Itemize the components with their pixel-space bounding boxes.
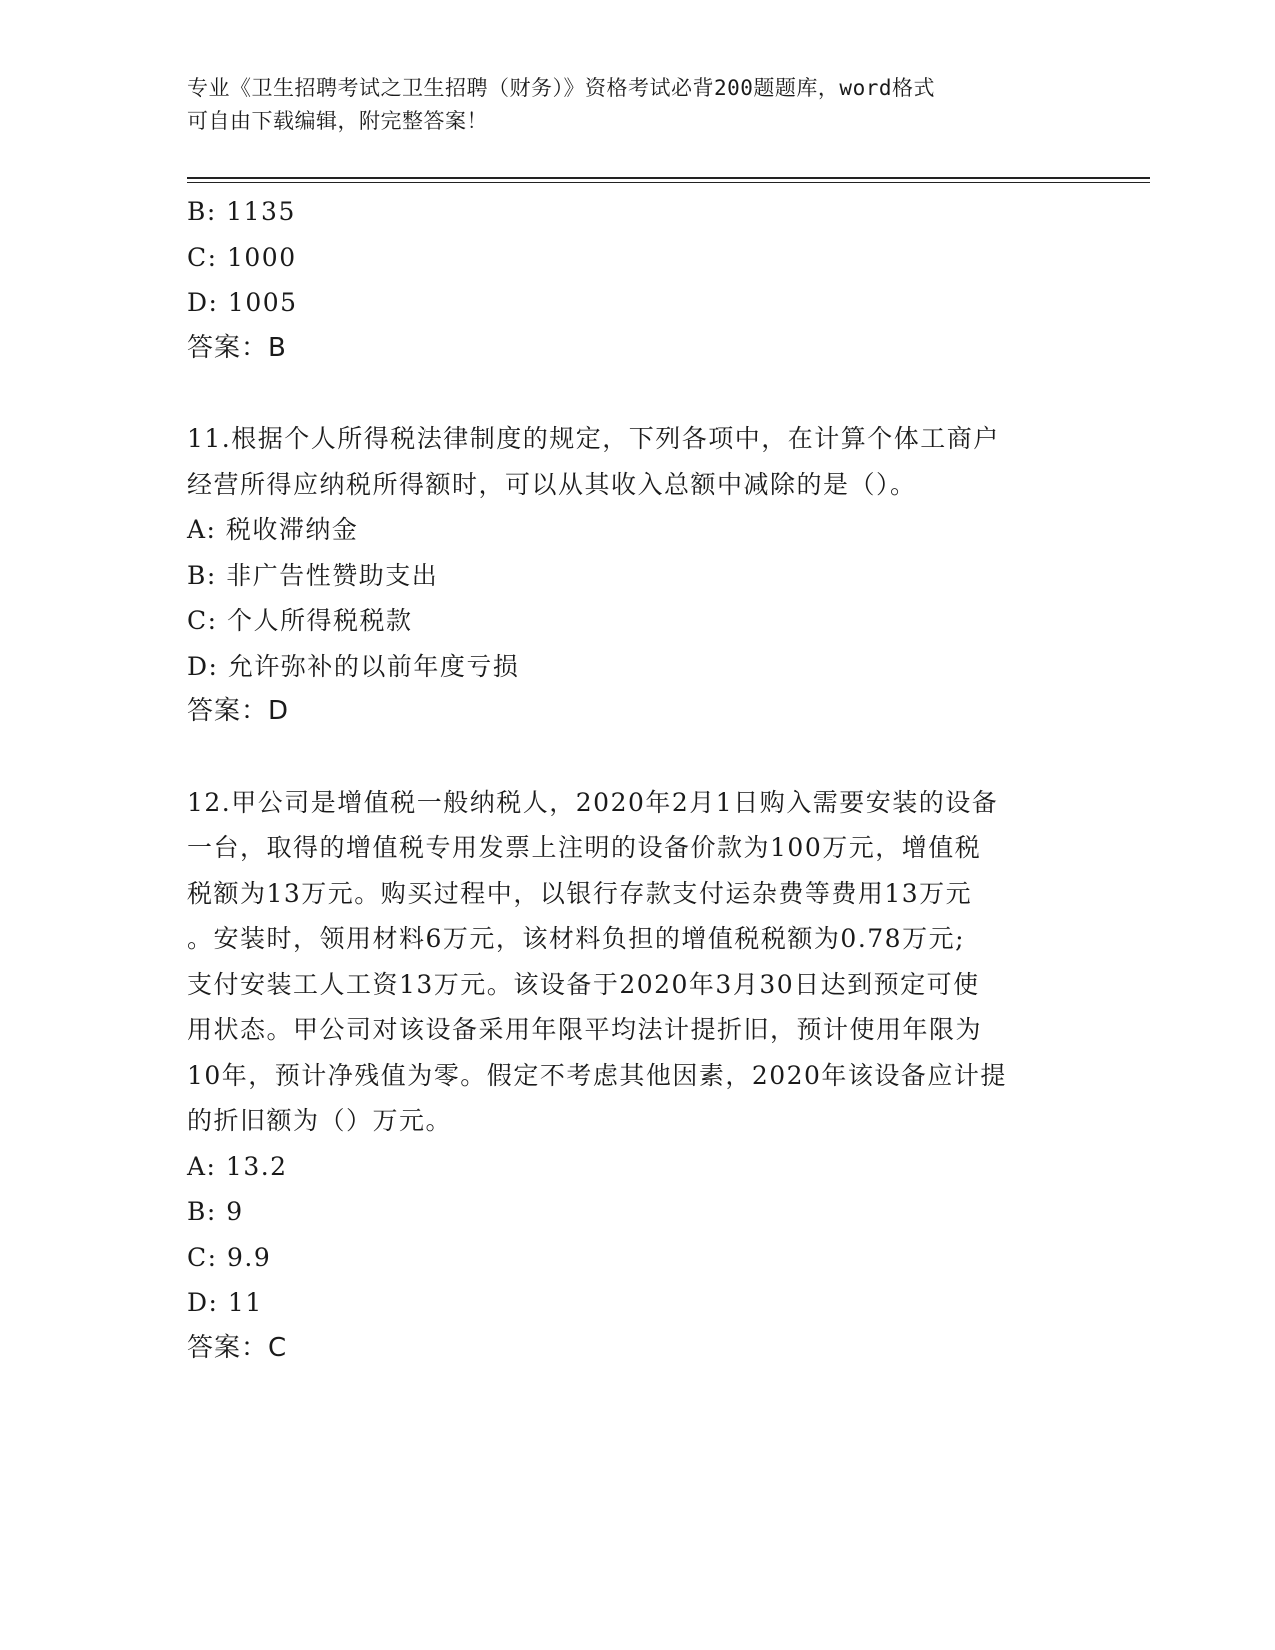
option-a: A: 13.2 [187, 1151, 288, 1181]
option-c: C: 个人所得税税款 [187, 606, 413, 635]
answer-line: 答案：C [187, 1332, 288, 1363]
header-line-2: 可自由下载编辑，附完整答案！ [187, 109, 488, 133]
question-text-line: 支付安装工人工资13万元。该设备于2020年3月30日达到预定可使 [187, 969, 980, 999]
option-c: C: 9.9 [187, 1242, 272, 1272]
option-d: D: 1005 [187, 288, 298, 317]
answer-line: 答案：B [187, 332, 287, 363]
answer-line: 答案：D [187, 696, 290, 726]
question-11 [187, 416, 1087, 735]
option-b: B: 9 [187, 1197, 244, 1226]
question-text-line: 10年，预计净残值为零。假定不考虑其他因素，2020年该设备应计提 [187, 1060, 1007, 1090]
spacer [187, 735, 1087, 780]
spacer [187, 371, 1087, 416]
option-d: D: 允许弥补的以前年度亏损 [187, 651, 520, 681]
question-text-line: 11.根据个人所得税法律制度的规定，下列各项中，在计算个体工商户 [187, 424, 1000, 453]
option-b: B: 1135 [187, 197, 296, 226]
document-body [187, 189, 1087, 1371]
question-text-line: 一台，取得的增值税专用发票上注明的设备价款为100万元，增值税 [187, 833, 982, 862]
question-text-line: 税额为13万元。购买过程中，以银行存款支付运杂费等费用13万元 [187, 878, 973, 908]
header-divider-thick [187, 177, 1150, 179]
option-c: C: 1000 [187, 242, 297, 272]
option-a: A: 税收滞纳金 [187, 515, 359, 544]
question-text-line: 用状态。甲公司对该设备采用年限平均法计提折旧，预计使用年限为 [187, 1015, 983, 1044]
header-line-1: 专业《卫生招聘考试之卫生招聘（财务）》资格考试必背200题题库，word格式 [187, 76, 935, 100]
header-divider-thin [187, 182, 1150, 183]
option-b: B: 非广告性赞助支出 [187, 560, 439, 590]
document-header [187, 72, 1087, 138]
question-text-line: 经营所得应纳税所得额时，可以从其收入总额中减除的是（）。 [187, 469, 917, 499]
question-text-line: 的折旧额为（）万元。 [187, 1106, 453, 1135]
question-text-line: 。安装时，领用材料6万元，该材料负担的增值税税额为0.78万元; [187, 924, 965, 953]
option-d: D: 11 [187, 1288, 263, 1317]
question-text-line: 12.甲公司是增值税一般纳税人，2020年2月1日购入需要安装的设备 [187, 787, 999, 817]
previous-question-tail [187, 189, 1087, 371]
question-12 [187, 780, 1087, 1372]
